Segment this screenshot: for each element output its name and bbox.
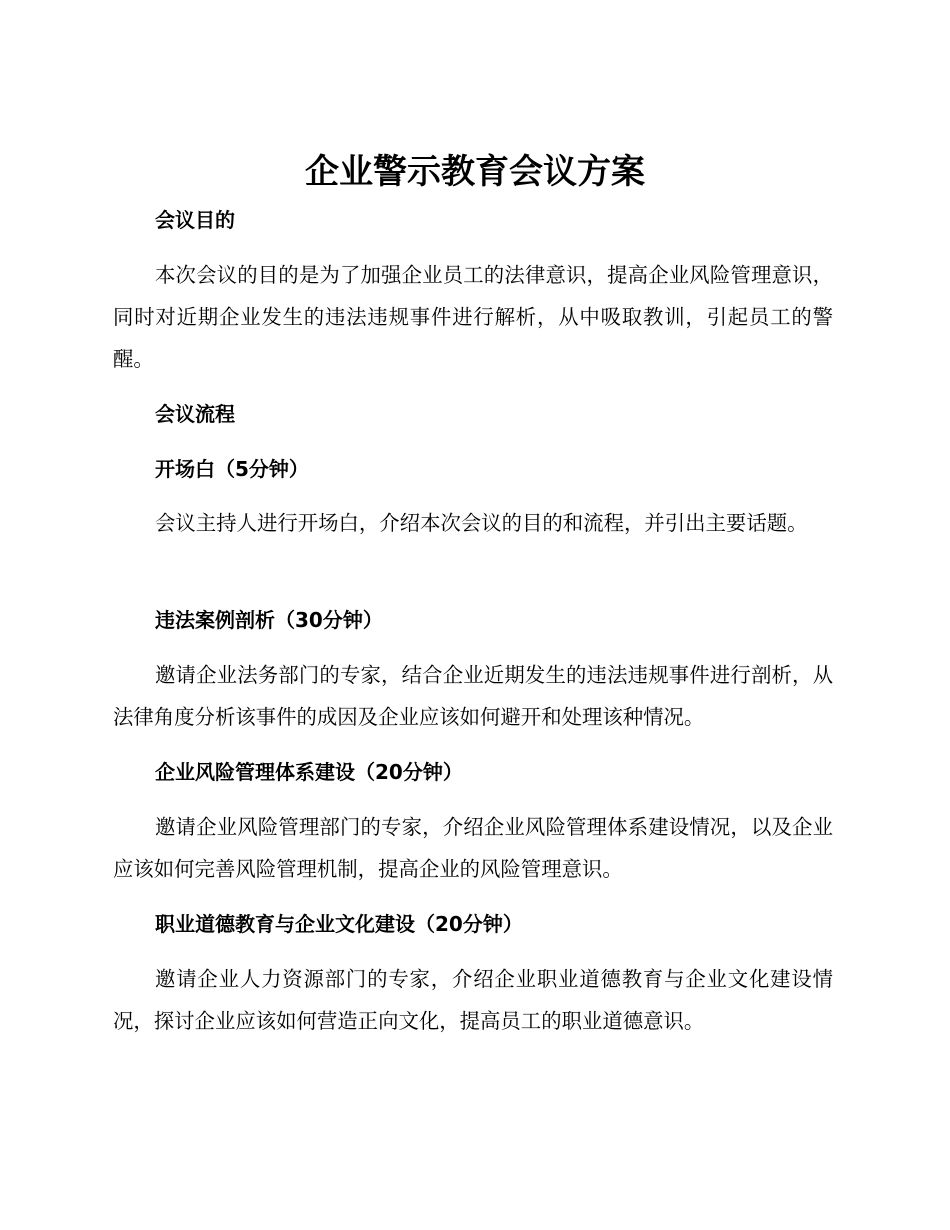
section-heading-ethics-culture: 职业道德教育与企业文化建设（20分钟）	[155, 912, 523, 936]
section-heading-risk-management: 企业风险管理体系建设（20分钟）	[155, 760, 463, 784]
section-text-ethics-culture: 邀请企业人力资源部门的专家，介绍企业职业道德教育与企业文化建设情况，探讨企业应该如何营造正向文化，提高员工的职业道德意识。	[113, 967, 833, 1033]
section-heading-process: 会议流程	[155, 402, 235, 426]
section-heading-case-analysis: 违法案例剖析（30分钟）	[155, 608, 383, 632]
section-text-risk-management: 邀请企业风险管理部门的专家，介绍企业风险管理体系建设情况，以及企业应该如何完善风险管理机制，提高企业的风险管理意识。	[113, 815, 833, 881]
document-title: 企业警示教育会议方案	[305, 152, 645, 192]
section-text-case-analysis: 邀请企业法务部门的专家，结合企业近期发生的违法违规事件进行剖析，从法律角度分析该事件的成因及企业应该如何避开和处理该种情况。	[113, 663, 833, 729]
section-text-opening: 会议主持人进行开场白，介绍本次会议的目的和流程，并引出主要话题。	[155, 511, 808, 535]
section-heading-purpose: 会议目的	[155, 208, 235, 232]
section-heading-opening: 开场白（5分钟）	[155, 457, 309, 481]
section-text-purpose: 本次会议的目的是为了加强企业员工的法律意识，提高企业风险管理意识，同时对近期企业发生的违法违规事件进行解析，从中吸取教训，引起员工的警醒。	[113, 263, 833, 371]
